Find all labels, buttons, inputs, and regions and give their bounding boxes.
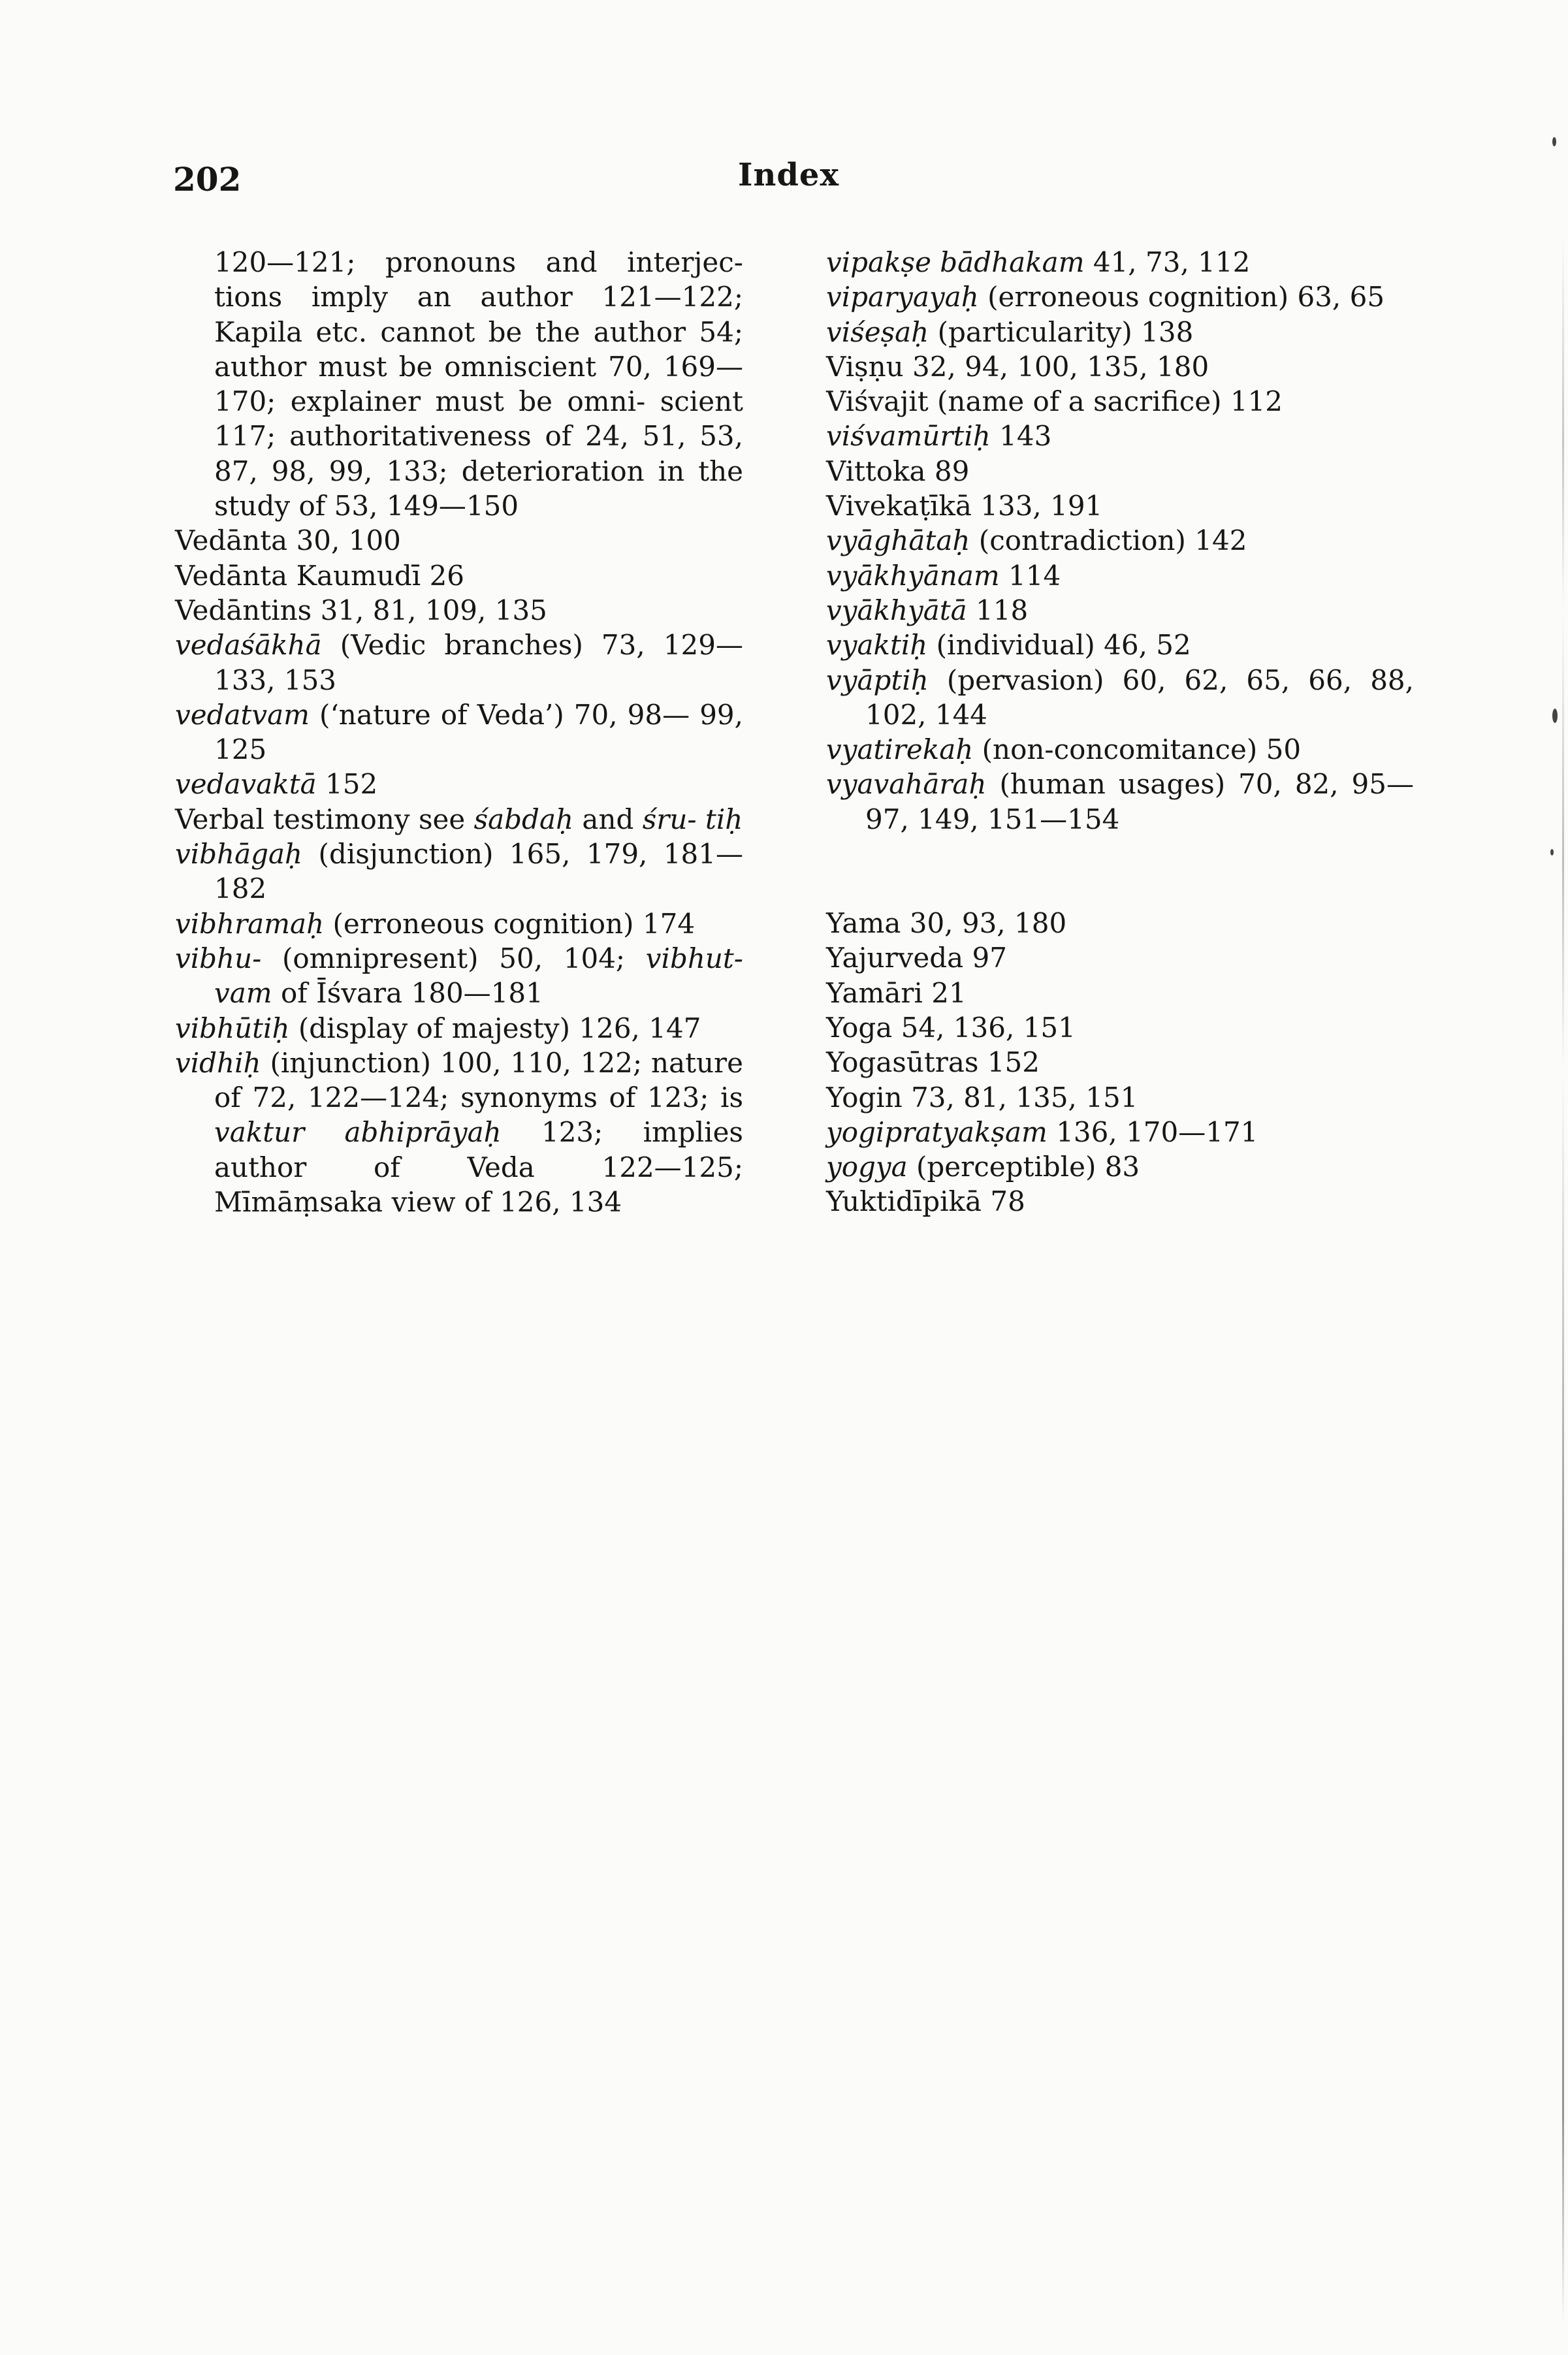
index-text: Yuktidīpikā 78 (826, 1185, 1025, 1218)
index-term: yogipratyakṣam (826, 1115, 1048, 1148)
index-text: Yamāri 21 (826, 976, 967, 1009)
index-entry (826, 280, 1414, 314)
index-entry (175, 558, 743, 593)
index-text: (erroneous cognition) 63, 65 (978, 281, 1385, 313)
index-term: viparyayaḥ (826, 281, 979, 313)
index-term: viśvamūrtiḥ (826, 420, 991, 453)
index-term: vedaśākhā (175, 629, 322, 662)
index-entry (826, 454, 1414, 489)
index-term: vedavaktā (175, 768, 317, 801)
index-entry (826, 1045, 1414, 1080)
page-number: 202 (173, 160, 242, 199)
index-entry (826, 1184, 1414, 1219)
index-text: (particularity) 138 (929, 315, 1194, 348)
index-text: (pervasion) 60, 62, 65, 66, 88, 102, 144 (865, 664, 1414, 731)
index-text: 136, 170—171 (1047, 1115, 1258, 1148)
index-entry (175, 1046, 743, 1219)
index-term: vyākhyātā (826, 594, 967, 626)
index-text: Vedānta 30, 100 (175, 524, 401, 557)
index-text: Yoga 54, 136, 151 (826, 1011, 1076, 1044)
index-entry (175, 802, 743, 837)
index-text: Yogin 73, 81, 135, 151 (826, 1081, 1138, 1113)
index-text: Yogasūtras 152 (826, 1046, 1040, 1079)
index-text: (display of majesty) 126, 147 (289, 1012, 701, 1044)
index-text: 120—121; pronouns and interjec- tions imply an author 121—122; Kapila etc. cannot be the author 54; author must be omniscient 70, 169—170; explainer must be omni- scient 117; authoritativeness of 24, 51, 53, 87, 98, 99, 133; deterioration in the study of 53, 149—150 (214, 246, 743, 522)
index-text: (perceptible) 83 (907, 1151, 1140, 1183)
index-term: śabdaḥ (473, 803, 574, 835)
index-term: vedatvam (175, 698, 310, 731)
scan-speck (1550, 849, 1554, 856)
scan-speck (1552, 709, 1558, 723)
index-text: 114 (999, 559, 1061, 592)
index-column-right (826, 245, 1414, 1219)
section-gap (826, 837, 1414, 906)
index-term: vyaktiḥ (826, 629, 928, 662)
index-entry (826, 523, 1414, 558)
index-text: (erroneous cognition) 174 (324, 907, 696, 940)
index-term: vipakṣe bādhakam (826, 246, 1085, 278)
index-entry (175, 767, 743, 801)
index-term: yogya (826, 1151, 908, 1183)
index-text: Verbal testimony see (175, 803, 474, 835)
index-entry (826, 558, 1414, 593)
index-term: vibhut- vam (214, 942, 743, 1010)
index-text: 41, 73, 112 (1084, 246, 1251, 278)
index-entry (175, 837, 743, 906)
index-entry (175, 697, 743, 767)
index-entry-continuation (175, 245, 743, 523)
index-entry (826, 663, 1414, 733)
index-text: (Vedic branches) 73, 129— 133, 153 (214, 629, 743, 696)
index-text: Viśvajit (name of a sacrifice) 112 (826, 385, 1283, 418)
index-text: Vittoka 89 (826, 455, 970, 487)
index-entry (826, 1010, 1414, 1045)
index-entry (175, 906, 743, 941)
index-entry (826, 906, 1414, 940)
index-entry (826, 349, 1414, 384)
index-term: vyavahāraḥ (826, 768, 987, 801)
index-column-left (175, 245, 743, 1219)
index-entry (826, 489, 1414, 523)
index-term: vidhiḥ (175, 1046, 261, 1079)
index-text: Yama 30, 93, 180 (826, 907, 1067, 940)
index-text: (injunction) 100, 110, 122; nature of 72, 122—124; synonyms of 123; is (214, 1046, 743, 1114)
index-text: of Īśvara 180—181 (272, 977, 543, 1010)
index-term: vyāptiḥ (826, 664, 929, 696)
index-text: (individual) 46, 52 (927, 629, 1191, 662)
index-entry (826, 628, 1414, 662)
index-text: (disjunction) 165, 179, 181— 182 (214, 838, 743, 905)
index-text: and (573, 803, 643, 835)
index-term: vibhāgaḥ (175, 838, 303, 871)
index-entry (826, 1080, 1414, 1115)
running-head: Index (738, 157, 840, 193)
index-term: vaktur abhiprāyaḥ (214, 1116, 502, 1149)
index-term: vyāghātaḥ (826, 524, 970, 557)
index-entry (826, 384, 1414, 419)
index-text: Vedāntins 31, 81, 109, 135 (175, 594, 547, 626)
index-entry (826, 315, 1414, 349)
index-text: Yajurveda 97 (826, 942, 1007, 974)
index-text: 118 (967, 594, 1029, 626)
index-text: (non-concomitance) 50 (973, 733, 1302, 766)
index-entry (826, 1115, 1414, 1149)
index-entry (826, 940, 1414, 975)
index-entry (826, 767, 1414, 837)
index-entry (175, 628, 743, 697)
index-text: 143 (990, 420, 1052, 453)
index-term: vibhūtiḥ (175, 1012, 290, 1044)
index-text: Viṣṇu 32, 94, 100, 135, 180 (826, 350, 1209, 383)
index-term: viśeṣaḥ (826, 315, 929, 348)
index-term: vibhramaḥ (175, 907, 325, 940)
index-entry (826, 593, 1414, 628)
index-text: Vivekaṭīkā 133, 191 (826, 490, 1103, 522)
index-entry (826, 1149, 1414, 1184)
index-term: vyatirekaḥ (826, 733, 974, 766)
index-text: (contradiction) 142 (970, 524, 1247, 557)
index-entry (175, 1011, 743, 1046)
index-entry (826, 245, 1414, 280)
index-term: vibhu- (175, 942, 262, 974)
index-entry (826, 976, 1414, 1010)
index-entry (175, 593, 743, 628)
index-text: (‘nature of Veda’) 70, 98— 99, 125 (214, 698, 743, 766)
index-text: (omnipresent) 50, 104; (261, 942, 646, 974)
index-entry (175, 941, 743, 1011)
index-entry (826, 732, 1414, 767)
index-text: 152 (316, 768, 378, 801)
index-text: Vedānta Kaumudī 26 (175, 559, 465, 592)
index-term: śru- tiḥ (642, 803, 743, 835)
index-text: (human usages) 70, 82, 95—97, 149, 151—154 (865, 768, 1414, 835)
index-entry (175, 523, 743, 558)
scan-edge-shadow (1562, 235, 1564, 2325)
index-text: 123; implies author of Veda 122—125; Mīmāṃsaka view of 126, 134 (214, 1116, 743, 1219)
index-term: vyākhyānam (826, 559, 1000, 592)
index-entry (826, 419, 1414, 453)
scan-speck (1552, 137, 1556, 146)
